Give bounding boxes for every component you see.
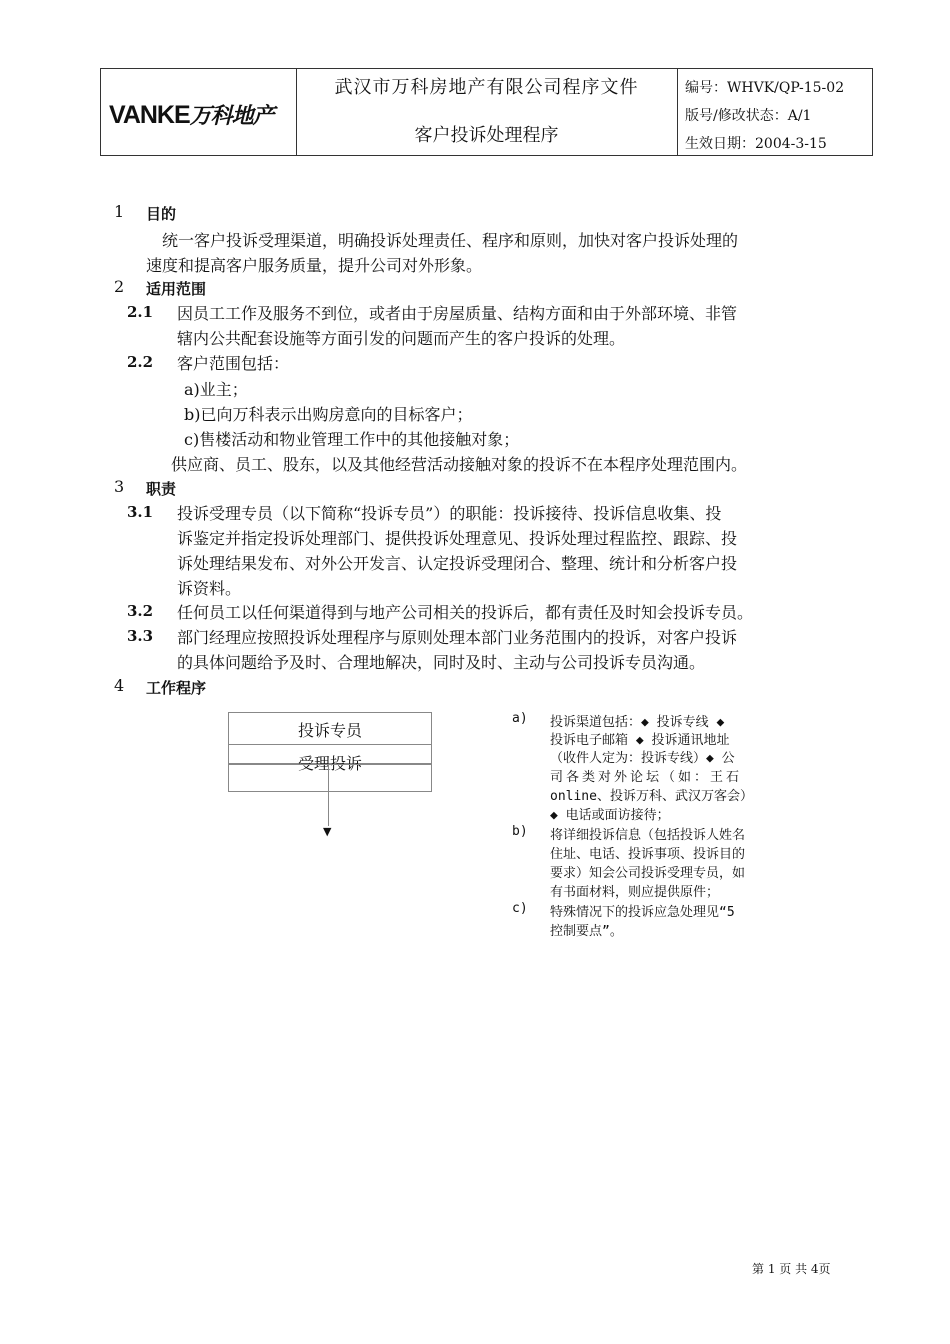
logo-cell	[101, 69, 297, 155]
section-2-2-item-b: b)已向万科表示出购房意向的目标客户；	[184, 405, 473, 424]
note-b-line3: 要求）知会公司投诉受理专员，如	[550, 866, 746, 881]
section-3-1-number: 3.1	[127, 503, 154, 521]
section-3-1-line4: 诉资料。	[177, 579, 242, 598]
section-3-1-line1: 投诉受理专员（以下简称“投诉专员”）的职能：投诉接待、投诉信息收集、投	[177, 504, 722, 523]
flow-role-label: 投诉专员	[297, 721, 362, 740]
section-2-2-item-c: c)售楼活动和物业管理工作中的其他接触对象；	[184, 430, 520, 449]
section-1-text-line1: 统一客户投诉受理渠道，明确投诉处理责任、程序和原则，加快对客户投诉处理的	[162, 231, 739, 250]
doc-number: 编号：WHVK/QP-15-02	[685, 80, 845, 96]
section-2-2-exclusion: 供应商、员工、股东，以及其他经营活动接触对象的投诉不在本程序处理范围内。	[171, 455, 748, 474]
company-title: 武汉市万科房地产有限公司程序文件	[334, 77, 639, 98]
document-title: 客户投诉处理程序	[414, 125, 559, 146]
note-b-line4: 有书面材料，则应提供原件；	[550, 885, 720, 900]
version-status: 版号/修改状态：A/1	[685, 108, 812, 124]
section-2-1-line2: 辖内公共配套设施等方面引发的问题而产生的客户投诉的处理。	[177, 329, 626, 348]
section-3-3-line2: 的具体问题给予及时、合理地解决，同时及时、主动与公司投诉专员沟通。	[177, 653, 706, 672]
vanke-logo	[109, 99, 274, 130]
document-header	[100, 68, 873, 156]
flow-step-label: 受理投诉	[297, 754, 362, 773]
section-2-2-item-a: a)业主；	[184, 380, 248, 399]
note-a-line2: 投诉电子邮箱 ◆ 投诉通讯地址	[550, 733, 730, 748]
note-c-line1: 特殊情况下的投诉应急处理见“5	[550, 905, 735, 920]
note-a-line3: （收件人定为：投诉专线）◆ 公	[550, 751, 735, 766]
section-3-number: 3	[114, 477, 125, 496]
arrow-down-icon: ▼	[323, 825, 332, 838]
title-cell	[296, 69, 678, 155]
section-3-3-line1: 部门经理应按照投诉处理程序与原则处理本部门业务范围内的投诉，对客户投诉	[177, 628, 738, 647]
note-c-line2: 控制要点”。	[550, 924, 623, 939]
section-4-title: 工作程序	[146, 679, 207, 697]
note-a-line1: 投诉渠道包括：◆ 投诉专线 ◆	[550, 715, 725, 730]
section-3-1-line3: 诉处理结果发布、对外公开发言、认定投诉受理闭合、整理、统计和分析客户投	[177, 554, 738, 573]
section-2-2-line1: 客户范围包括：	[177, 354, 290, 373]
note-a-line6: ◆ 电话或面访接待；	[550, 808, 670, 823]
note-c-label: c)	[512, 901, 528, 916]
note-b-line1: 将详细投诉信息（包括投诉人姓名	[550, 828, 746, 843]
note-b-label: b)	[512, 824, 528, 839]
section-2-1-line1: 因员工工作及服务不到位，或者由于房屋质量、结构方面和由于外部环境、非管	[177, 304, 738, 323]
section-1-text-line2: 速度和提高客户服务质量，提升公司对外形象。	[146, 256, 483, 275]
section-2-1-number: 2.1	[127, 303, 154, 321]
note-b-line2: 住址、电话、投诉事项、投诉目的	[550, 847, 746, 862]
logo-text-en: VANKE	[109, 101, 190, 129]
section-3-3-number: 3.3	[127, 627, 154, 645]
section-3-title: 职责	[146, 480, 177, 498]
section-2-2-number: 2.2	[127, 353, 154, 371]
section-3-2-line1: 任何员工以任何渠道得到与地产公司相关的投诉后，都有责任及时知会投诉专员。	[177, 603, 754, 622]
section-1-title: 目的	[146, 205, 177, 223]
note-a-label: a)	[512, 711, 528, 726]
logo-text-cn: 万科地产	[189, 104, 274, 129]
flow-box-lower	[228, 712, 432, 792]
section-2-title: 适用范围	[146, 280, 207, 298]
note-a-line4: 司各类对外论坛（如：王石	[550, 770, 743, 785]
section-3-1-line2: 诉鉴定并指定投诉处理部门、提供投诉处理意见、投诉处理过程监控、跟踪、投	[177, 529, 738, 548]
flow-connector-line	[328, 764, 329, 826]
section-3-2-number: 3.2	[127, 602, 154, 620]
meta-cell	[677, 69, 872, 155]
page-number: 第 1 页 共 4页	[752, 1262, 831, 1276]
note-a-line5: online、投诉万科、武汉万客会）	[550, 789, 753, 804]
section-2-number: 2	[114, 277, 125, 296]
effective-date: 生效日期：2004-3-15	[685, 136, 827, 152]
section-4-number: 4	[114, 676, 125, 695]
section-1-number: 1	[114, 202, 125, 221]
